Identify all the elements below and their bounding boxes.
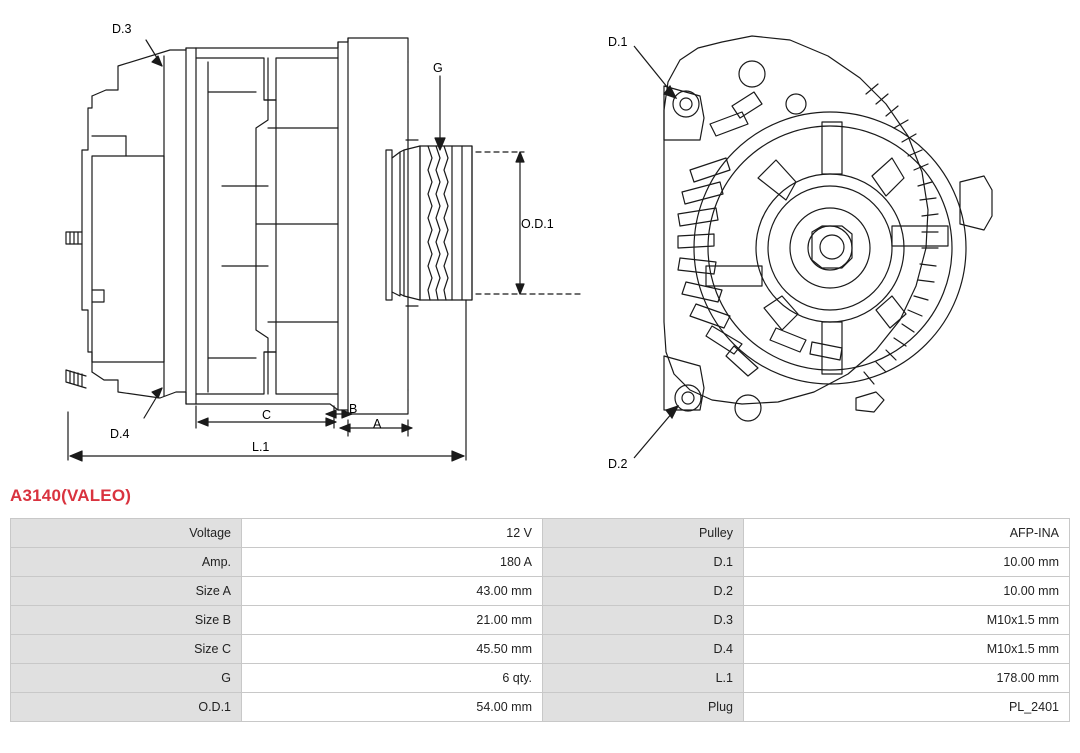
spec-value-right: 10.00 mm <box>744 577 1070 606</box>
spec-value-left: 12 V <box>242 519 543 548</box>
label-l1: L.1 <box>252 440 270 454</box>
label-d1-right: D.1 <box>608 35 628 49</box>
table-row <box>11 577 1070 606</box>
specifications-table <box>10 518 1070 722</box>
spec-label-right: D.4 <box>543 635 744 664</box>
spec-value-left: 6 qty. <box>242 664 543 693</box>
spec-label-left: Size A <box>11 577 242 606</box>
spec-label-right: D.1 <box>543 548 744 577</box>
spec-value-right: M10x1.5 mm <box>744 606 1070 635</box>
spec-value-left: 43.00 mm <box>242 577 543 606</box>
table-row <box>11 693 1070 722</box>
spec-label-left: Size B <box>11 606 242 635</box>
table-row <box>11 664 1070 693</box>
label-d2-right: D.2 <box>608 457 628 471</box>
table-row <box>11 635 1070 664</box>
page-title: A3140(VALEO) <box>10 486 132 505</box>
label-od1: O.D.1 <box>521 217 554 231</box>
spec-label-right: L.1 <box>543 664 744 693</box>
label-d4: D.4 <box>110 427 130 441</box>
table-row <box>11 548 1070 577</box>
spec-label-right: Plug <box>543 693 744 722</box>
spec-value-right: PL_2401 <box>744 693 1070 722</box>
spec-label-left: Amp. <box>11 548 242 577</box>
label-g: G <box>433 61 443 75</box>
spec-value-left: 45.50 mm <box>242 635 543 664</box>
spec-label-left: Voltage <box>11 519 242 548</box>
spec-label-left: G <box>11 664 242 693</box>
spec-label-right: D.3 <box>543 606 744 635</box>
spec-label-right: D.2 <box>543 577 744 606</box>
table-row <box>11 519 1070 548</box>
spec-value-left: 180 A <box>242 548 543 577</box>
spec-value-right: AFP-INA <box>744 519 1070 548</box>
spec-value-right: 178.00 mm <box>744 664 1070 693</box>
spec-label-left: Size C <box>11 635 242 664</box>
spec-value-left: 54.00 mm <box>242 693 543 722</box>
spec-value-right: M10x1.5 mm <box>744 635 1070 664</box>
spec-value-left: 21.00 mm <box>242 606 543 635</box>
label-b: B <box>349 402 358 416</box>
label-c: C <box>262 408 272 422</box>
spec-label-right: Pulley <box>543 519 744 548</box>
spec-value-right: 10.00 mm <box>744 548 1070 577</box>
spec-label-left: O.D.1 <box>11 693 242 722</box>
label-d3: D.3 <box>112 22 132 36</box>
label-a: A <box>373 417 382 431</box>
table-row <box>11 606 1070 635</box>
